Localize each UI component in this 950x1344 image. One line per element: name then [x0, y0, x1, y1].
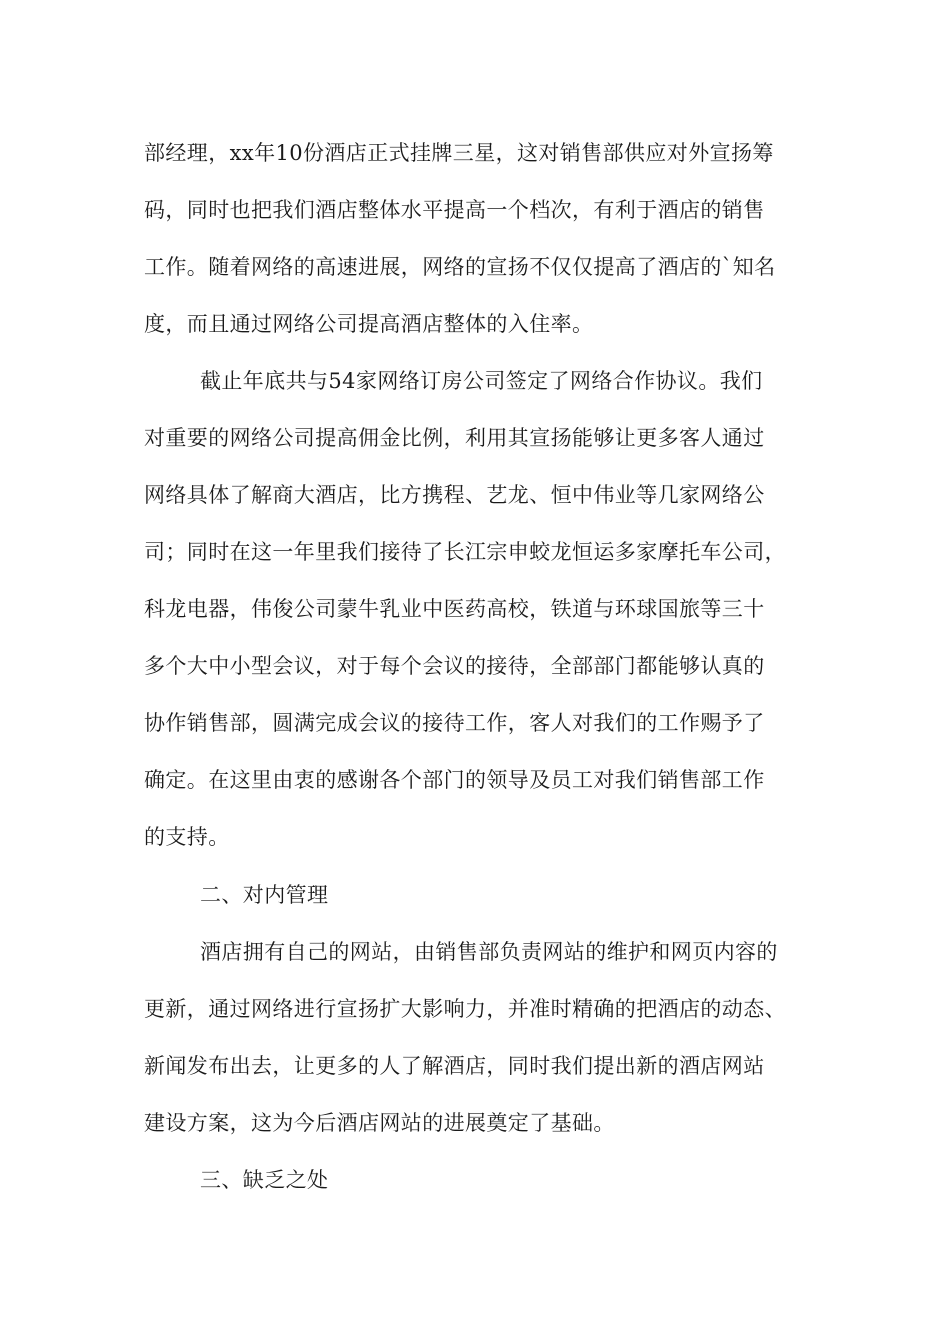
paragraph-line: 码，同时也把我们酒店整体水平提高一个档次，有利于酒店的销售	[144, 198, 765, 222]
paragraph-line: 更新，通过网络进行宣扬扩大影响力，并准时精确的把酒店的动态、	[144, 997, 786, 1021]
paragraph-line: 司；同时在这一年里我们接待了长江宗申蛟龙恒运多家摩托车公司，	[144, 540, 786, 564]
paragraph-line: 多个大中小型会议，对于每个会议的接待，全部部门都能够认真的	[144, 654, 765, 678]
paragraph-line: 建设方案，这为今后酒店网站的进展奠定了基础。	[144, 1111, 615, 1135]
paragraph-line: 协作销售部，圆满完成会议的接待工作，客人对我们的工作赐予了	[144, 711, 765, 735]
paragraph-line: 新闻发布出去，让更多的人了解酒店，同时我们提出新的酒店网站	[144, 1054, 765, 1078]
paragraph-line: 酒店拥有自己的网站，由销售部负责网站的维护和网页内容的	[200, 940, 778, 964]
paragraph-line: 工作。随着网络的高速进展，网络的宣扬不仅仅提高了酒店的`知名	[144, 255, 776, 279]
paragraph-line: 的支持。	[144, 825, 230, 849]
paragraph-line: 对重要的网络公司提高佣金比例，利用其宣扬能够让更多客人通过	[144, 426, 765, 450]
paragraph-line: 网络具体了解商大酒店，比方携程、艺龙、恒中伟业等几家网络公	[144, 483, 765, 507]
section-heading: 三、缺乏之处	[200, 1168, 329, 1192]
section-heading: 二、对内管理	[200, 883, 329, 907]
paragraph-line: 科龙电器，伟俊公司蒙牛乳业中医药高校，铁道与环球国旅等三十	[144, 597, 765, 621]
paragraph-line: 确定。在这里由衷的感谢各个部门的领导及员工对我们销售部工作	[144, 768, 765, 792]
paragraph-line: 截止年底共与54家网络订房公司签定了网络合作协议。我们	[200, 369, 763, 393]
paragraph-line: 度，而且通过网络公司提高酒店整体的入住率。	[144, 312, 594, 336]
paragraph-line: 部经理，xx年10份酒店正式挂牌三星，这对销售部供应对外宣扬筹	[144, 141, 774, 165]
